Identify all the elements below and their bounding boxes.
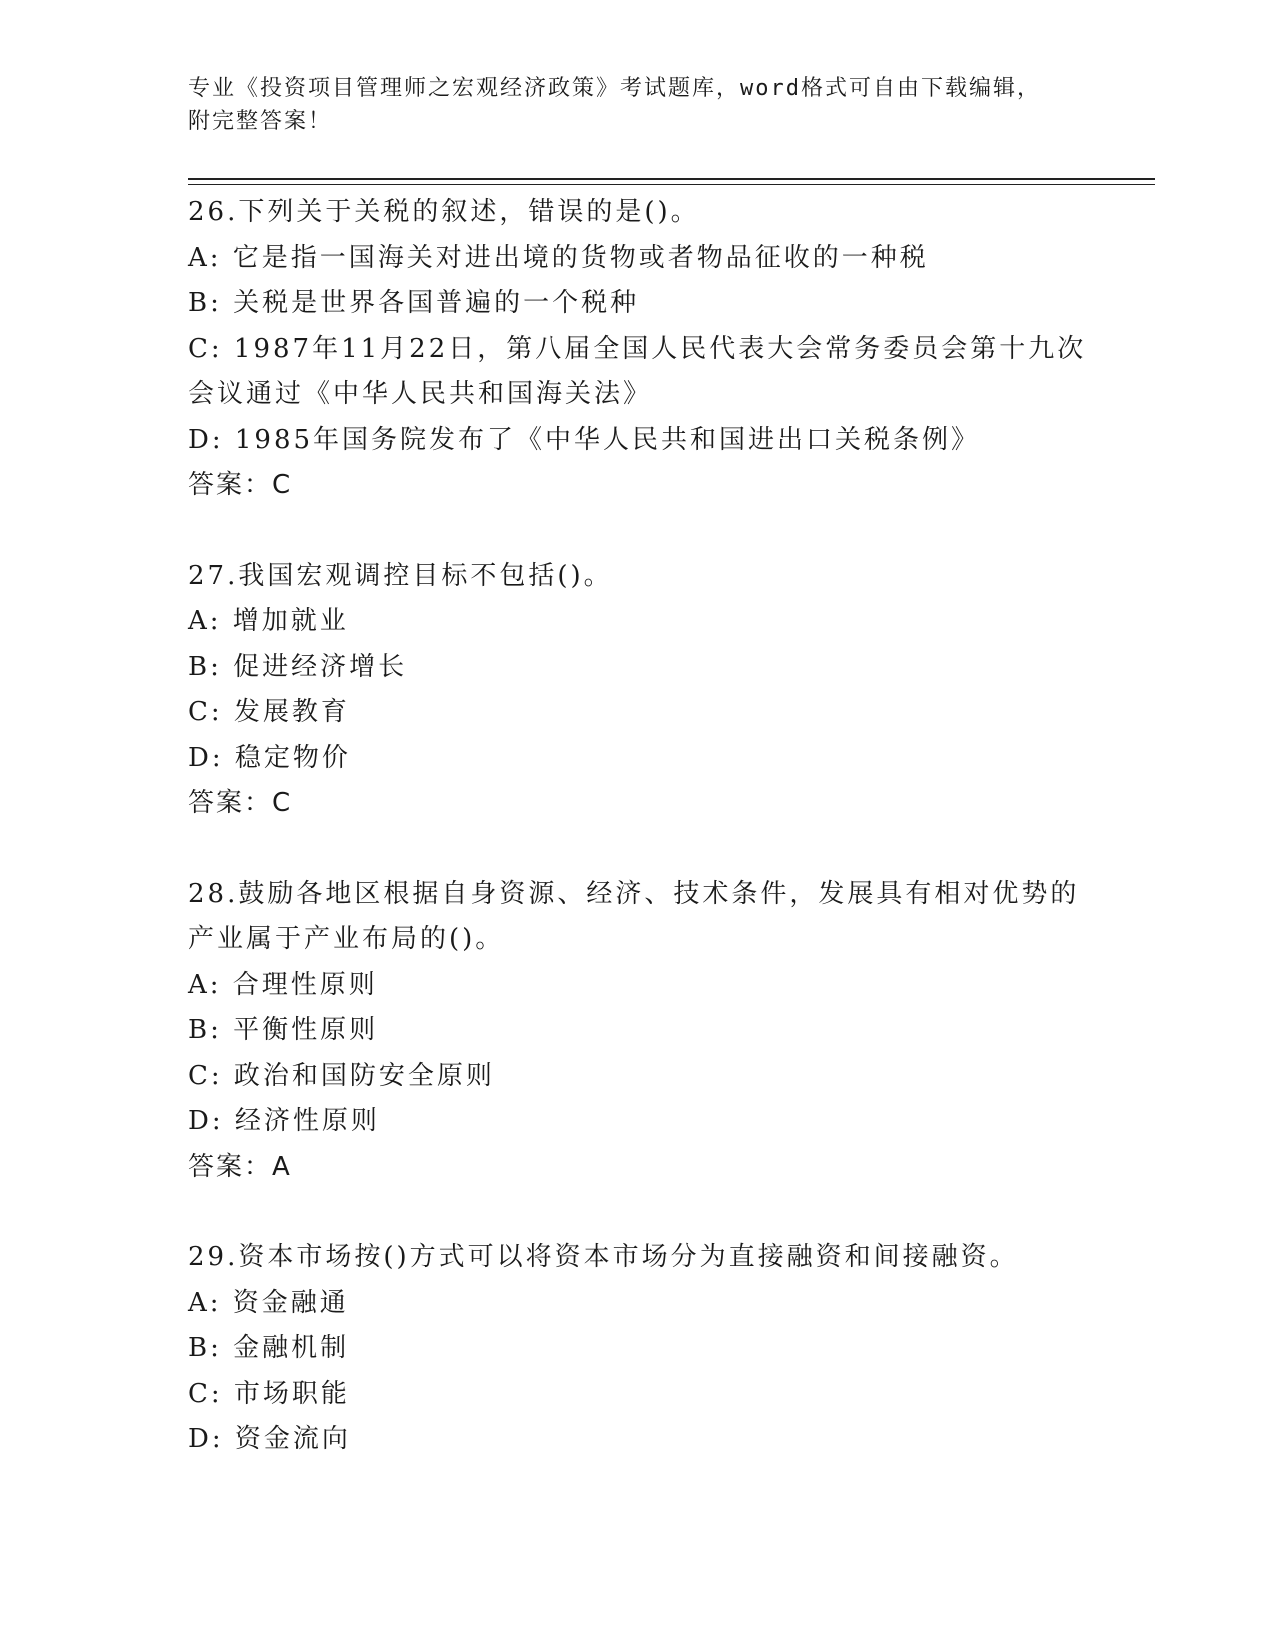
header-divider-thick [188, 178, 1155, 180]
option-d: D: 资金流向 [188, 1424, 351, 1454]
option-a: A: 资金融通 [188, 1287, 349, 1318]
answer-line: 答案：C [188, 470, 293, 500]
option-a: A: 增加就业 [188, 606, 349, 636]
document-header [188, 72, 1088, 138]
option-b: B: 关税是世界各国普遍的一个税种 [188, 288, 640, 318]
header-line-2: 附完整答案！ [188, 109, 333, 134]
question-26 [188, 190, 1128, 509]
question-stem: 28.鼓励各地区根据自身资源、经济、技术条件，发展具有相对优势的 [188, 878, 1080, 909]
question-list [188, 190, 1128, 1463]
option-a: A: 它是指一国海关对进出境的货物或者物品征收的一种税 [188, 242, 929, 273]
header-divider-thin [188, 184, 1155, 185]
option-c: C: 1987年11月22日，第八届全国人民代表大会常务委员会第十九次 [188, 333, 1087, 364]
option-c: C: 市场职能 [188, 1378, 350, 1409]
option-b: B: 促进经济增长 [188, 651, 408, 682]
option-b: B: 金融机制 [188, 1333, 350, 1363]
option-c: C: 发展教育 [188, 697, 350, 727]
question-28 [188, 872, 1128, 1191]
question-stem: 29.资本市场按()方式可以将资本市场分为直接融资和间接融资。 [188, 1242, 1019, 1272]
option-a: A: 合理性原则 [188, 969, 378, 1000]
question-29 [188, 1235, 1128, 1463]
option-c: C: 政治和国防安全原则 [188, 1060, 495, 1091]
question-stem: 27.我国宏观调控目标不包括()。 [188, 560, 613, 591]
question-stem: 26.下列关于关税的叙述，错误的是()。 [188, 197, 700, 227]
option-d: D: 1985年国务院发布了《中华人民共和国进出口关税条例》 [188, 424, 981, 455]
question-27 [188, 554, 1128, 827]
option-d: D: 经济性原则 [188, 1106, 380, 1136]
option-b: B: 平衡性原则 [188, 1015, 379, 1045]
option-c-continued: 会议通过《中华人民共和国海关法》 [188, 379, 653, 409]
answer-line: 答案：C [188, 788, 293, 818]
option-d: D: 稳定物价 [188, 742, 351, 773]
question-stem-continued: 产业属于产业布局的()。 [188, 924, 505, 954]
answer-line: 答案：A [188, 1151, 292, 1182]
header-line-1: 专业《投资项目管理师之宏观经济政策》考试题库，word格式可自由下载编辑， [188, 76, 1041, 101]
